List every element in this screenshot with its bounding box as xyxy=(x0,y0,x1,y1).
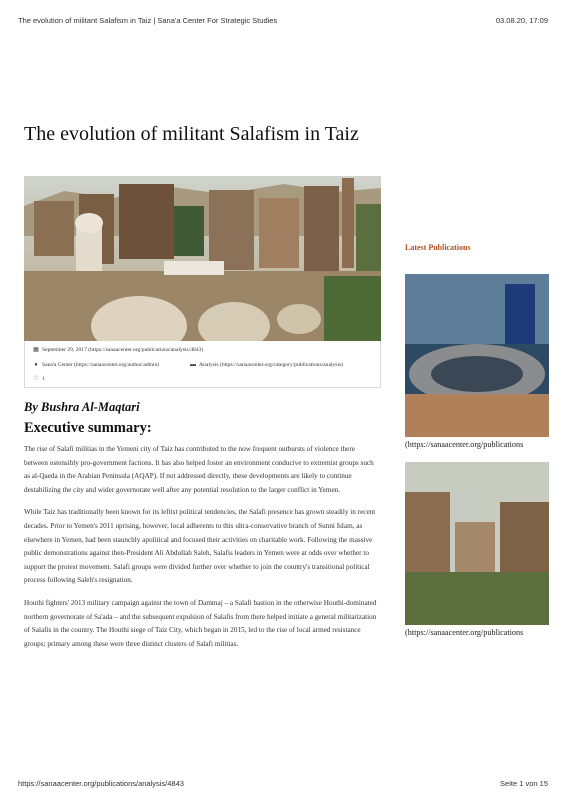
sidebar-title: Latest Publications xyxy=(405,243,471,252)
section-heading: Executive summary: xyxy=(24,420,152,436)
meta-date-text[interactable]: September 29, 2017 (https://sanaacenter.org/publications/analysis/4843) xyxy=(42,347,204,353)
taiz-cityscape-photo xyxy=(24,176,381,341)
meta-category[interactable] xyxy=(190,362,343,368)
yemen-city-photo xyxy=(405,462,549,625)
hero-image xyxy=(24,176,381,341)
publication-link[interactable]: (https://sanaacenter.org/publications xyxy=(405,628,524,637)
paragraph: The rise of Salafi militias in the Yemeni city of Taiz has contributed to the now frequent outbursts of violence there between ostensibly pro-government factions. It has also helped foster an environment conducive to extremist groups such as al-Qaeda in the Arabian Peninsula (AQAP). If not addressed directly, these developments are likely to continue destabilizing the city and wider governorate well after any potential resolution to the larger conflict in Yemen. xyxy=(24,445,374,494)
article-byline: By Bushra Al-Maqtari xyxy=(24,400,140,414)
meta-author-text[interactable]: Sana'a Center (https://sanaacenter.org/author/admin) xyxy=(42,362,160,368)
article-title: The evolution of militant Salafism in Taiz xyxy=(24,123,359,145)
article-meta xyxy=(24,341,381,388)
heart-icon: ♡ xyxy=(33,376,39,382)
publication-thumbnail[interactable] xyxy=(405,274,549,437)
print-footer-page: Seite 1 von 15 xyxy=(500,779,548,788)
folder-icon: ▬ xyxy=(190,362,196,368)
publication-link[interactable]: (https://sanaacenter.org/publications xyxy=(405,440,524,449)
meta-date[interactable] xyxy=(33,347,203,353)
paragraph: While Taiz has traditionally been known for its leftist political tendencies, the Salafi presence has grown steadily in recent decades. Prior to Yemen's 2011 uprising, however, local adherents to this ultra-conservative branch of Sunni Islam, as elsewhere in Yemen, had been staunchly apolitical and focused their activities on charitable work. Following the massive public demonstrations against then-President Ali Abdullah Saleh, Salafis leaders in Yemen were at odds over whether to support the protest movement. Salafi groups were divided further over whether to join the country's transitional political process following Saleh's resignation. xyxy=(24,508,376,585)
un-assembly-photo xyxy=(405,274,549,437)
calendar-icon: ▦ xyxy=(33,347,39,353)
print-footer xyxy=(18,779,548,788)
meta-likes-count: 1 xyxy=(42,376,45,382)
print-header-datetime: 03.08.20, 17:09 xyxy=(495,16,548,25)
publication-thumbnail[interactable] xyxy=(405,462,549,625)
print-header-title: The evolution of militant Salafism in Taiz | Sana'a Center For Strategic Studies xyxy=(18,16,278,25)
user-icon: ● xyxy=(34,362,38,368)
article-body xyxy=(24,443,380,660)
meta-category-text[interactable]: Analysis (https://sanaacenter.org/category/publications/analysis) xyxy=(199,362,344,368)
print-header xyxy=(18,16,548,25)
meta-likes[interactable] xyxy=(33,376,45,382)
meta-author[interactable] xyxy=(33,362,159,368)
paragraph: Houthi fighters' 2013 military campaign against the town of Dammaj – a Salafi bastion in the otherwise Houthi-dominated northern governorate of Sa'ada – and the subsequent expulsion of Salafis from there helped initiate a general militarization of Salafis in the country. The Houthi siege of Taiz City, which began in 2015, led to the rise of local armed resistance groups; primary among these were three distinct clusters of Salafi militias. xyxy=(24,598,377,648)
print-footer-url: https://sanaacenter.org/publications/analysis/4843 xyxy=(18,779,184,788)
